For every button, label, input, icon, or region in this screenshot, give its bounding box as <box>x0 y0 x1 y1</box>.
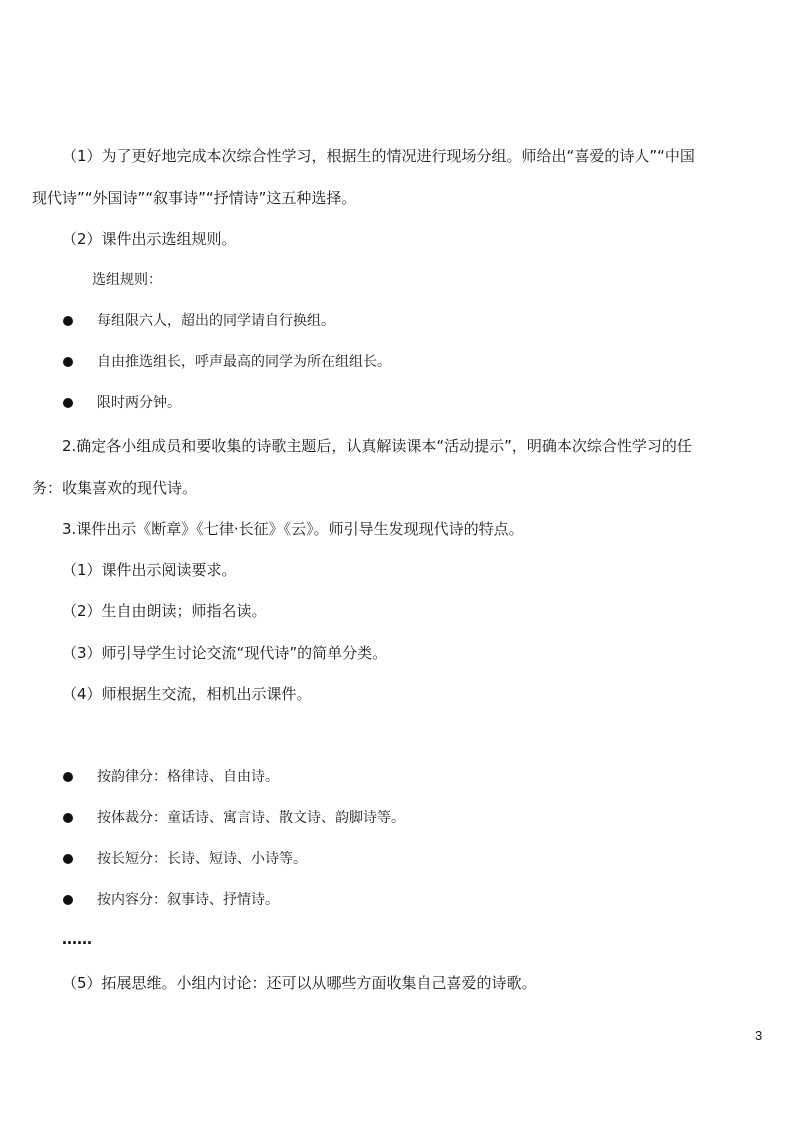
paragraph-line: （2）课件出示选组规则。 <box>62 230 237 248</box>
bullet-icon <box>63 895 73 905</box>
paragraph-line: （1）课件出示阅读要求。 <box>62 561 237 579</box>
ellipsis: …… <box>62 930 92 948</box>
rule-item: 每组限六人，超出的同学请自行换组。 <box>97 313 335 329</box>
paragraph-line: 2.确定各小组成员和要收集的诗歌主题后，认真解读课本“活动提示”，明确本次综合性学习的任 <box>62 437 692 455</box>
category-item: 按内容分：叙事诗、抒情诗。 <box>97 892 279 908</box>
bullet-icon <box>63 772 73 782</box>
bullet-icon <box>63 854 73 864</box>
rules-title: 选组规则： <box>92 272 162 288</box>
bullet-icon <box>63 813 73 823</box>
paragraph-line: 3.课件出示《断章》《七律·长征》《云》。师引导生发现现代诗的特点。 <box>62 520 524 538</box>
paragraph-line: （4）师根据生交流，相机出示课件。 <box>62 685 312 703</box>
rule-item: 自由推选组长，呼声最高的同学为所在组组长。 <box>97 354 391 370</box>
paragraph-line: （5）拓展思维。小组内讨论：还可以从哪些方面收集自己喜爱的诗歌。 <box>62 974 537 992</box>
rule-item: 限时两分钟。 <box>97 395 181 411</box>
category-item: 按韵律分：格律诗、自由诗。 <box>97 769 279 785</box>
category-item: 按长短分：长诗、短诗、小诗等。 <box>97 851 307 867</box>
bullet-icon <box>63 398 73 408</box>
paragraph-line: （1）为了更好地完成本次综合性学习，根据生的情况进行现场分组。师给出“喜爱的诗人”“中国 <box>62 147 695 165</box>
paragraph-line: 现代诗”“外国诗”“叙事诗”“抒情诗”这五种选择。 <box>32 189 357 207</box>
category-item: 按体裁分：童话诗、寓言诗、散文诗、韵脚诗等。 <box>97 810 405 826</box>
paragraph-line: （2）生自由朗读；师指名读。 <box>62 602 267 620</box>
page-number: 3 <box>755 1028 763 1043</box>
bullet-icon <box>63 357 73 367</box>
paragraph-line: （3）师引导学生讨论交流“现代诗”的简单分类。 <box>62 644 388 662</box>
paragraph-line: 务：收集喜欢的现代诗。 <box>32 479 198 497</box>
bullet-icon <box>63 316 73 326</box>
